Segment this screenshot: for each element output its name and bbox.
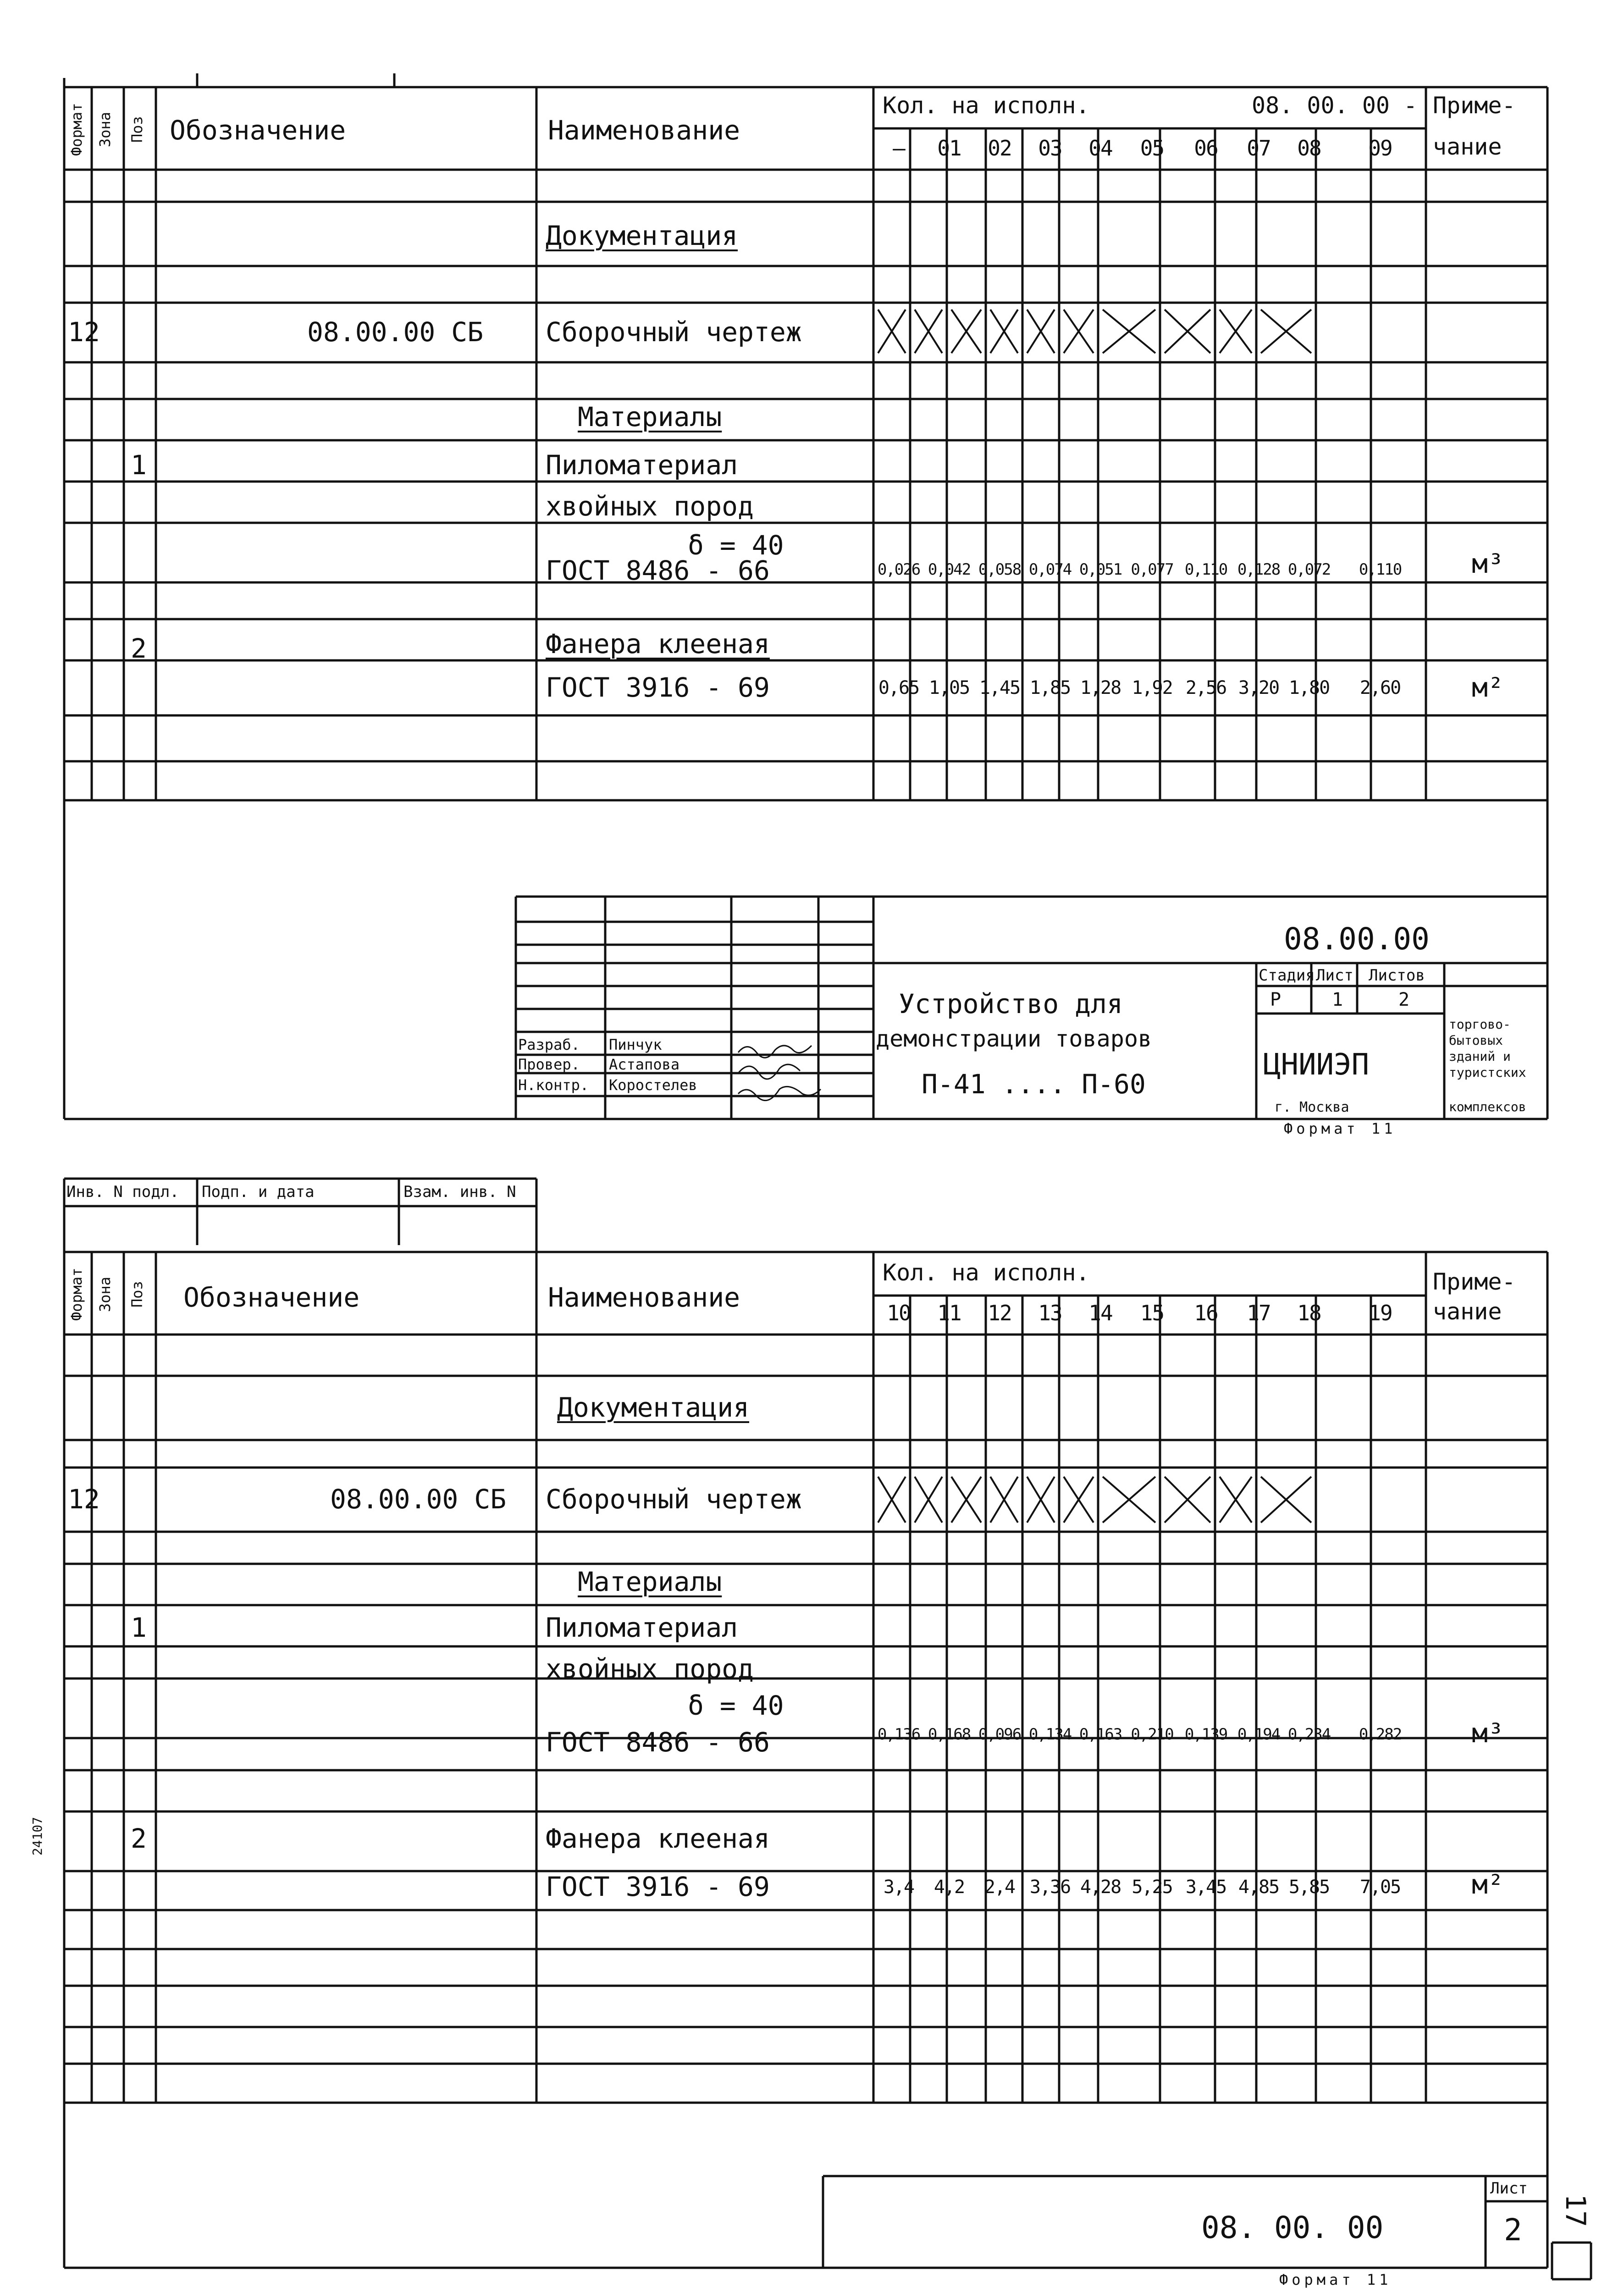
organization-city: г. Москва (1275, 1099, 1349, 1115)
value-cell: 08 (1297, 136, 1321, 161)
value-cell: 0,128 (1237, 560, 1280, 579)
approval-person: Коростелев (609, 1076, 697, 1094)
approval-role: Провер. (518, 1056, 580, 1073)
section-documentation: Документация (546, 220, 738, 251)
value-cell: 06 (1194, 136, 1218, 161)
material-1-line-1-2: Пиломатериал (546, 1612, 738, 1643)
footer-sheet-number: 2 (1504, 2212, 1522, 2248)
row-name-2: Сборочный чертеж (546, 1484, 802, 1515)
value-cell: 16 (1194, 1301, 1218, 1325)
value-cell: 04 (1088, 136, 1112, 161)
stage-value: Р (1270, 989, 1282, 1010)
col-zone-header: Зона (96, 111, 114, 148)
signatures (0, 0, 1624, 1137)
value-cell: 0,110 (1184, 560, 1227, 579)
value-cell: 0,194 (1237, 1725, 1280, 1744)
value-cell: 0,234 (1287, 1725, 1331, 1744)
material-1-unit: м³ (1472, 548, 1504, 579)
signature-date-label: Подп. и дата (202, 1183, 315, 1201)
col-zone-header-2: Зона (96, 1276, 114, 1313)
value-cell: 0,282 (1359, 1725, 1402, 1744)
row-pos-2-2: 2 (131, 1823, 147, 1854)
col-name-header: Наименование (548, 115, 740, 146)
material-1-unit-2: м³ (1472, 1717, 1504, 1749)
value-cell: 3,4 (883, 1877, 914, 1898)
value-cell: 1,80 (1288, 677, 1330, 698)
replace-inventory-label: Взам. инв. N (403, 1183, 516, 1201)
title-line-1: Устройство для (899, 988, 1123, 1019)
value-cell: 1,85 (1029, 677, 1071, 698)
value-cell: 15 (1140, 1301, 1164, 1325)
stage-header: Стадия (1259, 966, 1315, 985)
col-note-header-2b: чание (1433, 1298, 1502, 1325)
value-cell: 0,051 (1079, 560, 1122, 579)
value-cell: 1,28 (1080, 677, 1121, 698)
purpose-line-4: туристских (1449, 1065, 1526, 1080)
value-cell: 5,25 (1132, 1877, 1172, 1898)
material-2-line-1-2: Фанера клееная (546, 1823, 770, 1854)
section-materials: Материалы (578, 401, 722, 432)
value-cell: 10 (887, 1301, 911, 1325)
value-cell: 0,134 (1028, 1725, 1072, 1744)
value-cell: 07 (1247, 136, 1270, 161)
signature-1 (738, 1046, 812, 1058)
value-cell: 02 (988, 136, 1011, 161)
title-line-3: П-41 .... П-60 (922, 1069, 1146, 1100)
organization-name: ЦНИИЭП (1263, 1048, 1370, 1082)
value-cell: 0,074 (1028, 560, 1072, 579)
value-cell: 11 (937, 1301, 961, 1325)
value-cell: 05 (1140, 136, 1164, 161)
col-format-header: Формат (68, 103, 85, 156)
material-1-line-2-2: хвойных пород (546, 1653, 754, 1684)
format-label-2: Формат 11 (1279, 2271, 1392, 2288)
title-line-2: демонстрации товаров (876, 1025, 1152, 1052)
value-cell: 13 (1038, 1301, 1062, 1325)
inventory-label: Инв. N подл. (66, 1183, 179, 1201)
material-1-line-2: хвойных пород (546, 491, 754, 522)
value-cell: 2,56 (1185, 677, 1226, 698)
row-name: Сборочный чертеж (546, 316, 802, 348)
value-cell: 2,60 (1359, 677, 1401, 698)
row-designation: 08.00.00 СБ (307, 316, 484, 348)
row-designation-2: 08.00.00 СБ (330, 1484, 507, 1515)
value-cell: 0,163 (1079, 1725, 1122, 1744)
value-cell: 0,210 (1131, 1725, 1173, 1744)
value-cell: 14 (1088, 1301, 1112, 1325)
material-1-line-4-2: ГОСТ 8486 - 66 (546, 1727, 770, 1758)
title-block-code: 08.00.00 (1284, 921, 1430, 957)
x-marks-row-2 (878, 1477, 1311, 1523)
value-cell: 0,026 (877, 560, 920, 579)
col-note-header-1: Приме- (1433, 92, 1516, 119)
material-2-unit: м² (1472, 672, 1504, 703)
value-cell: 0,136 (877, 1725, 920, 1744)
value-cell: 3,36 (1029, 1877, 1071, 1898)
value-cell: 01 (937, 136, 961, 161)
value-cell: 03 (1038, 136, 1062, 161)
section-materials-2: Материалы (578, 1566, 722, 1597)
material-1-line-3-2: δ = 40 (688, 1690, 784, 1721)
material-2-line-2-2: ГОСТ 3916 - 69 (546, 1871, 770, 1902)
value-cell: 19 (1368, 1301, 1392, 1325)
sheet-value: 1 (1332, 989, 1343, 1010)
approval-role: Разраб. (518, 1036, 580, 1053)
purpose-line-2: бытовых (1449, 1033, 1503, 1048)
approval-role: Н.контр. (518, 1076, 589, 1094)
side-number: 17 (1559, 2193, 1592, 2227)
col-qty-header-2: Кол. на исполн. (883, 1259, 1090, 1286)
sheets-value: 2 (1398, 989, 1410, 1010)
format-label-1: Формат 11 (1284, 1120, 1397, 1137)
value-cell: 0,077 (1131, 560, 1173, 579)
margin-note: 24107 (30, 1817, 45, 1856)
value-cell: 0,168 (928, 1725, 971, 1744)
col-designation-header-2: Обозначение (183, 1282, 360, 1313)
approval-person: Астапова (609, 1056, 680, 1073)
value-cell: 1,92 (1132, 677, 1172, 698)
col-code-header: 08. 00. 00 - (1252, 92, 1418, 119)
value-cell: 0,058 (978, 560, 1021, 579)
footer-code: 08. 00. 00 (1201, 2210, 1384, 2245)
material-1-line-3: δ = 40 (688, 530, 784, 561)
value-cell: 17 (1247, 1301, 1270, 1325)
value-cell: 3,20 (1238, 677, 1279, 698)
row-pos-1: 1 (131, 449, 147, 481)
signature-3 (738, 1086, 821, 1100)
material-1-line-4: ГОСТ 8486 - 66 (546, 555, 770, 586)
col-designation-header: Обозначение (170, 115, 346, 146)
spec-sheet-1 (0, 0, 1624, 1137)
value-cell: 18 (1297, 1301, 1321, 1325)
row-format: 12 (68, 316, 100, 348)
value-cell: 0,096 (978, 1725, 1021, 1744)
material-1-line-1: Пиломатериал (546, 449, 738, 481)
col-note-header-2a: Приме- (1433, 1268, 1516, 1295)
value-cell: 0,139 (1184, 1725, 1227, 1744)
row-format-2: 12 (68, 1484, 100, 1515)
value-cell: 0,110 (1359, 560, 1402, 579)
row-pos-1-2: 1 (131, 1612, 147, 1643)
purpose-line-3: зданий и (1449, 1049, 1511, 1064)
value-cell: 0,072 (1287, 560, 1331, 579)
value-cell: 7,05 (1359, 1877, 1401, 1898)
value-cell: 4,28 (1080, 1877, 1121, 1898)
sheets-header: Листов (1369, 966, 1425, 985)
purpose-line-1: торгово- (1449, 1017, 1511, 1032)
value-cell: 1,05 (928, 677, 970, 698)
value-cell: 2,4 (984, 1877, 1015, 1898)
approval-person: Пинчук (609, 1036, 662, 1053)
value-cell: 3,45 (1185, 1877, 1226, 1898)
value-cell: 5,85 (1288, 1877, 1330, 1898)
col-pos-header-2: Поз (128, 1281, 146, 1308)
value-cell: 4,85 (1238, 1877, 1279, 1898)
value-cell: 12 (988, 1301, 1011, 1325)
value-cell: 1,45 (979, 677, 1020, 698)
material-2-unit-2: м² (1472, 1869, 1504, 1900)
purpose-line-5: комплексов (1449, 1099, 1526, 1114)
col-name-header-2: Наименование (548, 1282, 740, 1313)
spec-sheet-2 (0, 1174, 1624, 2293)
col-qty-header: Кол. на исполн. (883, 92, 1090, 119)
value-cell: 0,042 (928, 560, 971, 579)
col-format-header-2: Формат (68, 1268, 85, 1321)
value-cell: — (893, 136, 905, 161)
material-2-line-2: ГОСТ 3916 - 69 (546, 672, 770, 703)
value-cell: 0,65 (878, 677, 919, 698)
sheet-header: Лист (1316, 966, 1353, 985)
row-pos-2: 2 (131, 633, 147, 664)
value-cell: 09 (1368, 136, 1392, 161)
section-documentation-2: Документация (557, 1392, 750, 1423)
material-2-line-1: Фанера клееная (546, 628, 770, 659)
col-note-header-2: чание (1433, 133, 1502, 160)
footer-sheet-header: Лист (1490, 2179, 1528, 2198)
col-pos-header: Поз (128, 116, 146, 143)
value-cell: 4,2 (934, 1877, 965, 1898)
signature-2 (738, 1064, 800, 1079)
